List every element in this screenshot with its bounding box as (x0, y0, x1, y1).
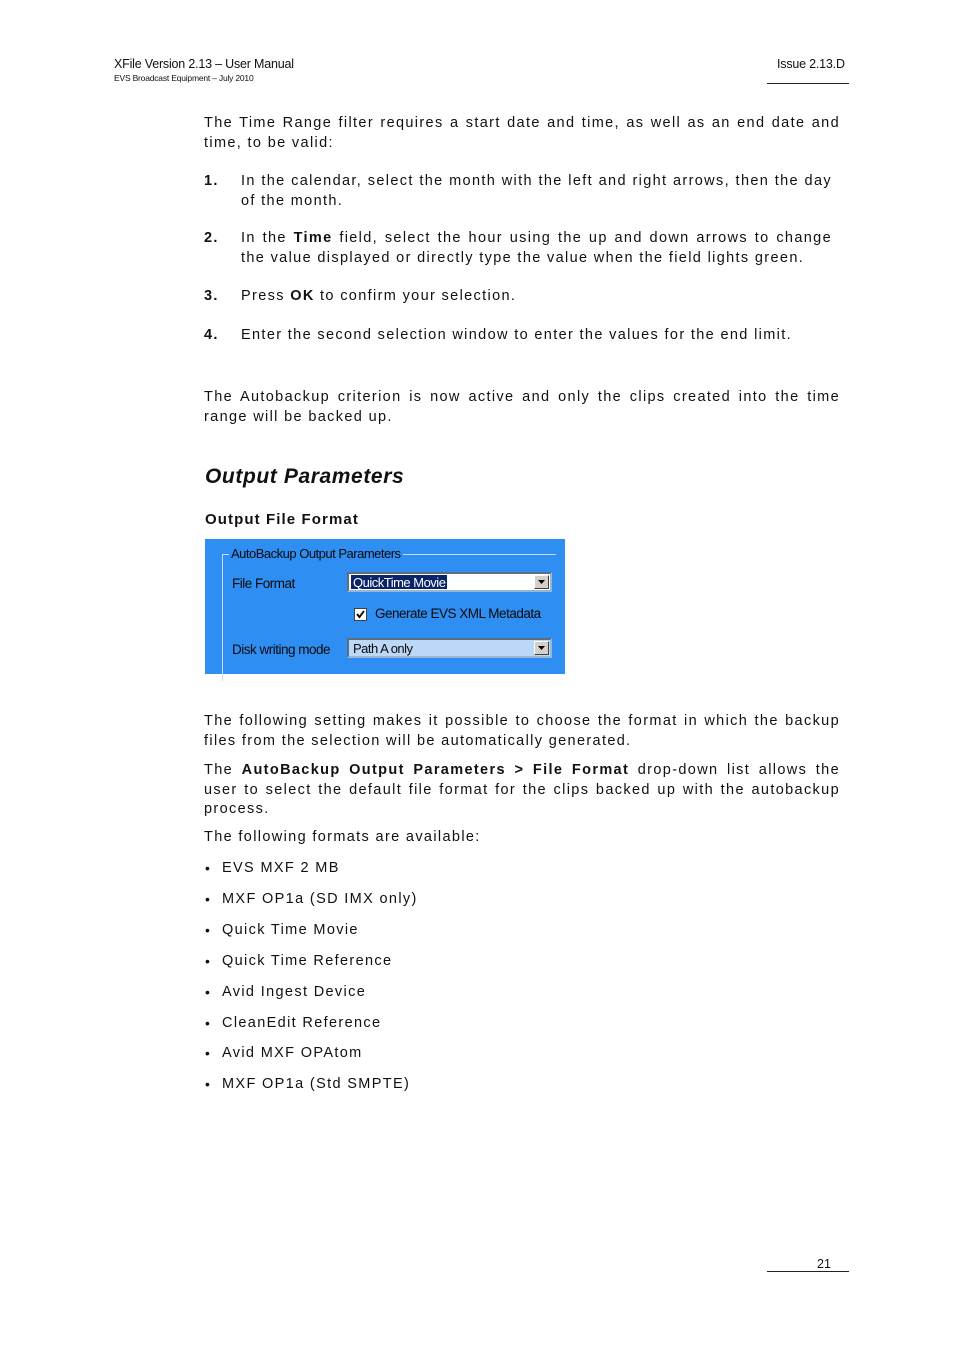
autobackup-output-panel (205, 539, 565, 674)
file-format-label: File Format (232, 576, 295, 591)
step-text: Enter the second selection window to enter the values for the end limit. (241, 327, 792, 343)
result-paragraph: The Autobackup criterion is now active and only the clips created into the time range will be backed up. (204, 389, 840, 425)
step-2 (204, 229, 832, 269)
footer-rule (767, 1271, 849, 1272)
dropdown-description: The AutoBackup Output Parameters > File Format drop-down list allows the user to select the default file format for the clips backed up with the autobackup process. (204, 762, 840, 817)
step-1 (204, 172, 832, 212)
formats-intro: The following formats are available: (204, 829, 481, 845)
step-number: 4. (204, 327, 219, 343)
step-text: In the Time field, select the hour using the up and down arrows to change the value displayed or directly type the value when the field lights green. (241, 230, 832, 266)
header-subtitle: EVS Broadcast Equipment – July 2010 (114, 73, 254, 83)
group-title: AutoBackup Output Parameters (231, 546, 401, 561)
chevron-down-icon[interactable] (534, 575, 549, 589)
chevron-down-icon[interactable] (534, 641, 549, 655)
step-text: Press OK to confirm your selection. (241, 288, 517, 304)
generate-xml-label: Generate EVS XML Metadata (375, 606, 541, 621)
generate-xml-checkbox[interactable] (354, 608, 367, 621)
header-rule (767, 83, 849, 84)
section-heading: Output Parameters (205, 465, 405, 488)
file-format-select[interactable] (347, 572, 552, 592)
format-description: The following setting makes it possible to choose the format in which the backup files from the selection will be automatically generated. (204, 713, 840, 749)
step-text: In the calendar, select the month with the left and right arrows, then the day of the month. (241, 173, 832, 209)
disk-mode-label: Disk writing mode (232, 642, 331, 657)
file-format-value: QuickTime Movie (353, 575, 446, 590)
page-number: 21 (817, 1257, 831, 1271)
header-issue: Issue 2.13.D (777, 57, 845, 71)
subsection-heading: Output File Format (205, 511, 359, 528)
step-number: 2. (204, 230, 219, 246)
disk-mode-value: Path A only (353, 641, 413, 656)
step-number: 1. (204, 173, 219, 189)
intro-paragraph: The Time Range filter requires a start date and time, as well as an end date and time, to be valid: (204, 115, 840, 151)
step-3 (204, 287, 832, 307)
step-number: 3. (204, 288, 219, 304)
step-4 (204, 326, 832, 346)
disk-mode-select[interactable] (347, 638, 552, 658)
header-title: XFile Version 2.13 – User Manual (114, 57, 294, 71)
